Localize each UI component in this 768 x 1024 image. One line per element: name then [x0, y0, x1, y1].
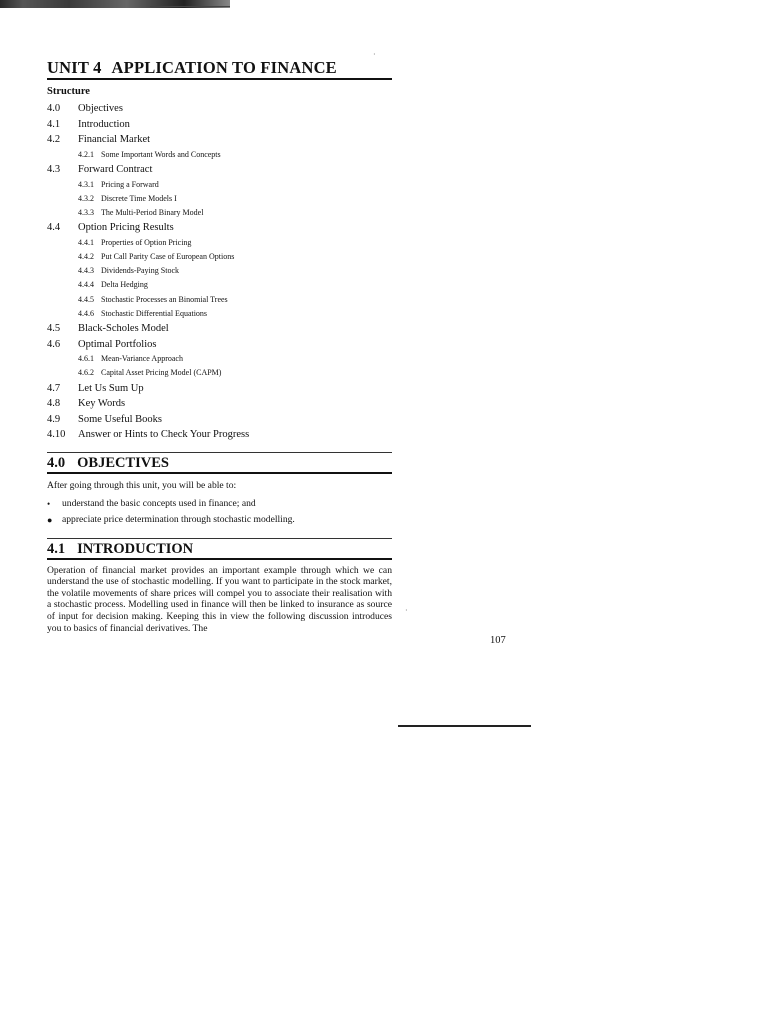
toc-subentry — [47, 293, 392, 307]
unit-title — [47, 58, 392, 80]
toc-subentry-number: 4.3.2 — [78, 193, 94, 203]
toc-subentry — [47, 278, 392, 292]
toc-entry — [47, 396, 392, 412]
toc-subentry — [47, 148, 392, 162]
toc-subentry-number: 4.4.5 — [78, 294, 94, 304]
toc-entry-title: Introduction — [78, 118, 130, 130]
toc-entry-number: 4.4 — [47, 222, 61, 234]
table-of-contents — [47, 101, 392, 443]
toc-entry-number: 4.3 — [47, 163, 61, 175]
toc-entry-number: 4.8 — [47, 398, 61, 410]
objectives-heading — [47, 452, 392, 474]
toc-subentry-number: 4.3.1 — [78, 179, 94, 189]
objective-item — [47, 512, 392, 528]
introduction-paragraph: Operation of financial market provides an important example through which we can understand the use of stochastic modelling. If you want to participate in the stock market, the volatile movements of share prices will compel you to associate their realisation with a stochastic process. Modelling used in finance will then be linked to insurance as source of input for decision making. Keeping this in view the following discussion introduces you to basics of financial derivatives. The — [47, 564, 392, 634]
toc-subentry-number: 4.4.6 — [78, 308, 94, 318]
introduction-number: 4.1 — [47, 540, 66, 557]
objectives-title: OBJECTIVES — [77, 454, 169, 471]
toc-subentry — [47, 366, 392, 380]
toc-entry — [47, 337, 392, 353]
objectives-number: 4.0 — [47, 454, 66, 471]
toc-subentry-title: Capital Asset Pricing Model (CAPM) — [101, 368, 222, 378]
toc-entry — [47, 381, 392, 397]
toc-subentry-title: Put Call Parity Case of European Options — [101, 251, 235, 261]
toc-subentry-number: 4.2.1 — [78, 149, 94, 159]
objectives-intro: After going through this unit, you will be able to: — [47, 479, 237, 491]
toc-entry-number: 4.6 — [47, 338, 61, 350]
unit-number: UNIT 4 — [47, 58, 102, 77]
toc-entry-title: Let Us Sum Up — [78, 382, 144, 394]
toc-entry-number: 4.10 — [47, 429, 66, 441]
bullet-symbol: • — [47, 498, 51, 509]
toc-entry-title: Some Useful Books — [78, 413, 162, 425]
toc-subentry-number: 4.4.3 — [78, 266, 94, 276]
objective-text: appreciate price determination through stochastic modelling. — [62, 513, 295, 525]
toc-subentry-number: 4.6.2 — [78, 368, 94, 378]
toc-entry-title: Financial Market — [78, 134, 151, 146]
toc-subentry — [47, 192, 392, 206]
toc-entry-title: Forward Contract — [78, 163, 153, 175]
document-page — [47, 58, 392, 634]
toc-subentry-number: 4.6.1 — [78, 354, 94, 364]
toc-subentry-title: Stochastic Differential Equations — [101, 308, 208, 318]
toc-entry — [47, 162, 392, 178]
toc-entry — [47, 132, 392, 148]
toc-entry — [47, 412, 392, 428]
toc-subentry-number: 4.3.3 — [78, 207, 94, 217]
toc-entry — [47, 220, 392, 236]
toc-subentry-title: Dividends-Paying Stock — [101, 266, 179, 276]
toc-entry-number: 4.0 — [47, 103, 61, 114]
toc-subentry — [47, 178, 392, 192]
toc-subentry-title: Properties of Option Pricing — [101, 237, 192, 247]
toc-subentry — [47, 307, 392, 321]
toc-entry — [47, 427, 392, 443]
bullet-symbol: ● — [47, 514, 53, 525]
scan-artifact-line — [150, 6, 230, 7]
toc-entry-title: Key Words — [78, 398, 126, 410]
toc-subentry-title: Mean-Variance Approach — [101, 354, 183, 364]
toc-subentry-number: 4.4.2 — [78, 251, 94, 261]
toc-entry — [47, 101, 392, 117]
toc-entry-title: Optimal Portfolios — [78, 338, 157, 350]
toc-entry — [47, 321, 392, 337]
toc-entry — [47, 117, 392, 133]
toc-entry-number: 4.7 — [47, 382, 61, 394]
toc-entry-number: 4.5 — [47, 323, 61, 334]
objective-text: understand the basic concepts used in finance; and — [62, 497, 256, 509]
toc-subentry-title: Pricing a Forward — [101, 179, 159, 189]
toc-subentry-number: 4.4.4 — [78, 280, 94, 290]
toc-subentry — [47, 352, 392, 366]
bottom-rule — [398, 725, 531, 727]
introduction-title: INTRODUCTION — [77, 540, 194, 557]
toc-entry-number: 4.2 — [47, 134, 61, 146]
toc-entry-title: Black-Scholes Model — [78, 323, 169, 334]
toc-entry-number: 4.9 — [47, 413, 61, 425]
toc-entry-title: Answer or Hints to Check Your Progress — [78, 429, 250, 441]
introduction-heading — [47, 538, 392, 560]
structure-label: Structure — [47, 86, 90, 97]
toc-subentry-title: Discrete Time Models I — [101, 193, 177, 203]
toc-subentry-title: Some Important Words and Concepts — [101, 149, 221, 159]
toc-entry-title: Objectives — [78, 103, 123, 114]
toc-subentry — [47, 264, 392, 278]
toc-subentry-title: Delta Hedging — [101, 280, 148, 290]
objective-item — [47, 496, 392, 512]
toc-subentry-title: The Multi-Period Binary Model — [101, 207, 204, 217]
unit-title-text: APPLICATION TO FINANCE — [111, 58, 337, 77]
page-number: 107 — [490, 635, 506, 646]
toc-subentry — [47, 206, 392, 220]
toc-subentry — [47, 250, 392, 264]
toc-entry-title: Option Pricing Results — [78, 222, 174, 234]
toc-subentry — [47, 236, 392, 250]
toc-subentry-title: Stochastic Processes an Binomial Trees — [101, 294, 228, 304]
toc-entry-number: 4.1 — [47, 118, 61, 130]
scan-speck: · — [405, 606, 408, 615]
objectives-list — [47, 496, 392, 528]
toc-subentry-number: 4.4.1 — [78, 237, 94, 247]
scan-speck: · — [373, 50, 376, 59]
